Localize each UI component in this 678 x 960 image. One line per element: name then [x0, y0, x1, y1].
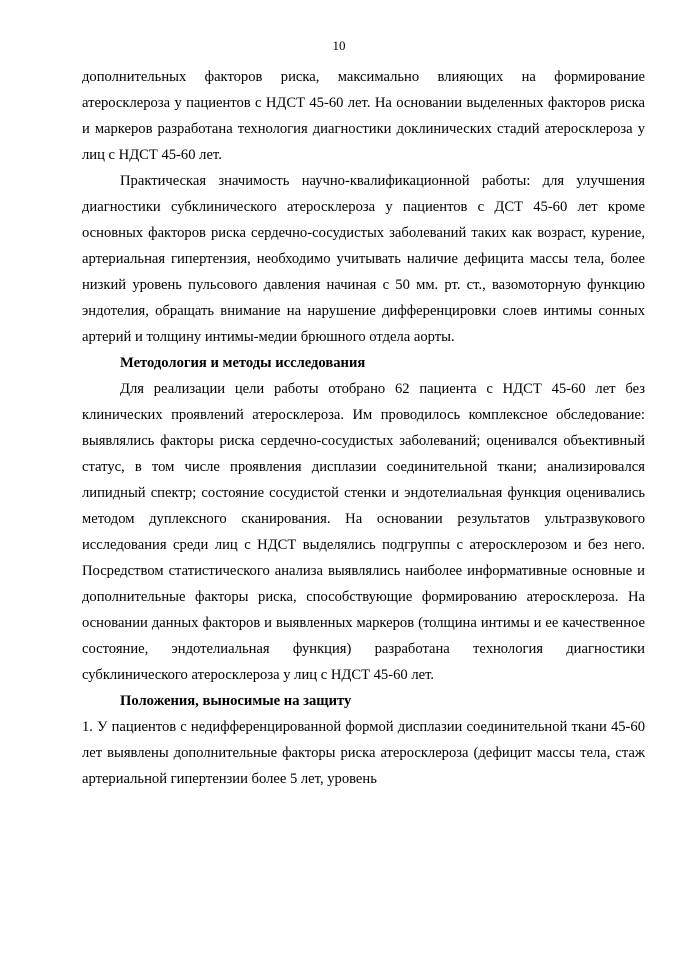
section-heading-methodology: Методология и методы исследования [120, 355, 366, 371]
paragraph-provision-1: 1. У пациентов с недифференцированной формой дисплазии соединительной ткани 45-60 лет выявлены дополнительные факторы риска атеросклероза (дефицит массы тела, стаж артериальной гипертензии более 5 лет, уровень [82, 719, 645, 787]
page-number: 10 [332, 38, 346, 53]
document-body [82, 64, 645, 792]
section-heading-defense-provisions: Положения, выносимые на защиту [120, 693, 352, 709]
paragraph-continuation: дополнительных факторов риска, максимально влияющих на формирование атеросклероза у пациентов с НДСТ 45-60 лет. На основании выделенных факторов риска и маркеров разработана технология диагностики доклинических стадий атеросклероза у лиц с НДСТ 45-60 лет. [82, 69, 645, 163]
paragraph-practical-significance: Практическая значимость научно-квалификационной работы: для улучшения диагностики субклинического атеросклероза у пациентов с ДСТ 45-60 лет кроме основных факторов риска сердечно-сосудистых заболеваний таких как возраст, курение, артериальная гипертензия, необходимо учитывать наличие дефицита массы тела, более низкий уровень пульсового давления начиная с 50 мм. рт. ст., вазомоторную функцию эндотелия, обращать внимание на нарушение дифференцировки слоев интимы сонных артерий и толщину интимы-медии брюшного отдела аорты. [82, 173, 645, 345]
paragraph-methodology: Для реализации цели работы отобрано 62 пациента с НДСТ 45-60 лет без клинических проявлений атеросклероза. Им проводилось комплексное обследование: выявлялись факторы риска сердечно-сосудистых заболеваний; оценивался объективный статус, в том числе проявления дисплазии соединительной ткани; анализировался липидный спектр; состояние сосудистой стенки и эндотелиальная функция оценивались методом дуплексного сканирования. На основании результатов ультразвукового исследования среди лиц с НДСТ выделялись подгруппы с атеросклерозом и без него. Посредством статистического анализа выявлялись наиболее информативные основные и дополнительные факторы риска, способствующие формированию атеросклероза. На основании данных факторов и выявленных маркеров (толщина интимы и ее качественное состояние, эндотелиальная функция) разработана технология диагностики субклинического атеросклероза у лиц с НДСТ 45-60 лет. [82, 381, 645, 683]
